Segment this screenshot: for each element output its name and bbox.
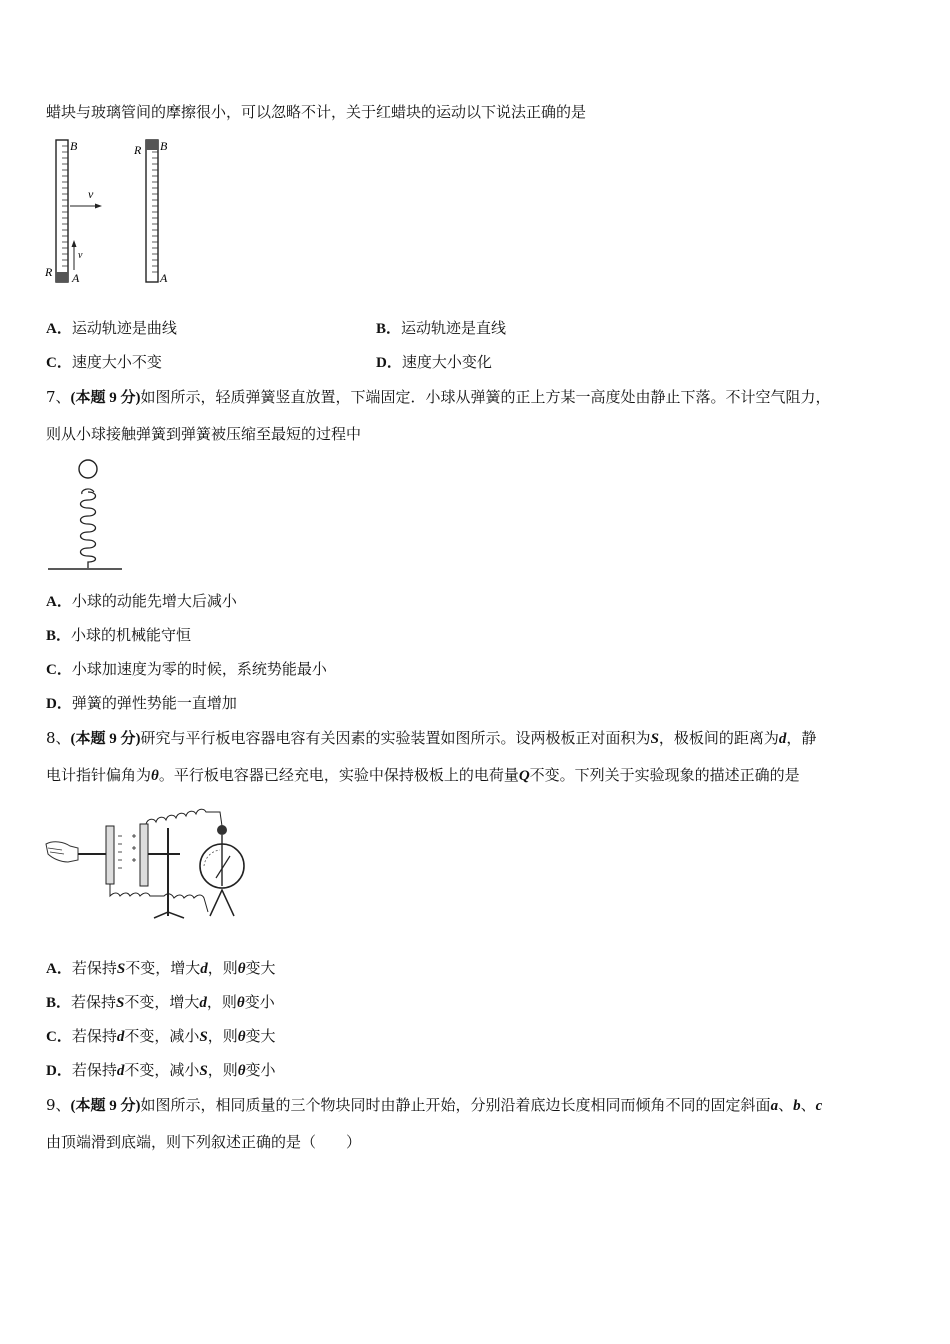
spring-coil <box>81 492 96 568</box>
tube-left-ticks <box>62 146 68 266</box>
option-var: S <box>116 961 126 977</box>
option-text: 不变，减小 <box>124 1027 200 1045</box>
option-text: 速度大小变化 <box>401 353 492 371</box>
tube-diagram <box>44 136 184 288</box>
option-text: 若保持 <box>71 1027 117 1045</box>
arrow-right-head <box>95 204 102 209</box>
option-text: 若保持 <box>71 993 117 1011</box>
option-text: ，则 <box>206 993 237 1011</box>
option-text: 不变，增大 <box>124 993 200 1011</box>
option-text: ，则 <box>207 1061 238 1079</box>
q8-stem-line2 <box>46 765 800 786</box>
wire-bottom <box>110 884 208 912</box>
option-label: A． <box>46 961 72 977</box>
option-var: θ <box>237 1029 246 1045</box>
label-v-up: v <box>78 250 83 261</box>
option-var: d <box>200 961 208 977</box>
option-text: 弹簧的弹性势能一直增加 <box>71 694 237 712</box>
option-label: C． <box>46 355 72 371</box>
q7-option-d <box>46 693 237 714</box>
option-text: 小球的动能先增大后减小 <box>71 592 237 610</box>
question-number: 7、 <box>46 388 71 406</box>
tube-left <box>56 140 68 282</box>
var-d: d <box>778 731 787 747</box>
stem-text: 、 <box>800 1096 816 1114</box>
q6-option-b <box>376 318 506 339</box>
q8-option-b <box>46 992 275 1013</box>
label-A-left: A <box>72 271 80 285</box>
option-label: B． <box>46 628 72 644</box>
tube-right <box>146 140 158 282</box>
q7-stem-line2: 则从小球接触弹簧到弹簧被压缩至最短的过程中 <box>46 425 362 443</box>
wax-block-right <box>146 140 158 150</box>
stem-text: 电计指针偏角为 <box>46 766 152 784</box>
var-Q: Q <box>518 768 530 784</box>
option-var: d <box>199 995 207 1011</box>
option-text: 变小 <box>245 1061 276 1079</box>
option-var: d <box>116 1063 125 1079</box>
stem-text: ，极板间的距离为 <box>658 729 779 747</box>
spring-top <box>82 489 94 494</box>
option-var: S <box>199 1029 208 1045</box>
option-label: C． <box>46 662 72 678</box>
q9-stem-line1 <box>46 1095 822 1116</box>
option-var: S <box>199 1063 208 1079</box>
stem-text: 、 <box>778 1096 794 1114</box>
question-score: (本题 9 分) <box>70 390 141 406</box>
question-number: 9、 <box>46 1096 71 1114</box>
question-text: 如图所示，轻质弹簧竖直放置，下端固定．小球从弹簧的正上方某一高度处由静止下落。不计空气阻力， <box>140 388 831 406</box>
ball <box>79 460 97 478</box>
electrometer-scale <box>204 850 220 866</box>
option-var: θ <box>237 961 246 977</box>
charge-marks-left <box>118 836 122 868</box>
option-text: 小球的机械能守恒 <box>71 626 192 644</box>
label-A-right: A <box>160 271 168 285</box>
option-text: 不变，减小 <box>124 1061 200 1079</box>
wax-block-left <box>56 272 68 282</box>
wire-top <box>146 809 222 826</box>
charge-marks-right <box>132 834 136 862</box>
q8-stem-line1 <box>46 728 816 749</box>
electrometer-knob <box>217 825 227 835</box>
q7-spring-figure <box>46 456 126 574</box>
q9-stem-line2: 由顶端滑到底端，则下列叙述正确的是（ ） <box>46 1133 362 1151</box>
q7-stem-line1 <box>46 387 831 408</box>
label-R-left: R <box>45 265 53 279</box>
question-score: (本题 9 分) <box>70 731 141 747</box>
stem-text: 。平行板电容器已经充电，实验中保持极板上的电荷量 <box>158 766 519 784</box>
q8-capacitor-figure <box>44 800 264 930</box>
q7-option-b <box>46 625 191 646</box>
q8-option-a <box>46 958 276 979</box>
label-R-right: R <box>134 143 142 157</box>
option-var: S <box>116 995 125 1011</box>
q6-option-d <box>376 352 492 373</box>
question-number: 8、 <box>46 729 71 747</box>
option-label: A． <box>46 594 72 610</box>
var-a: a <box>770 1098 779 1114</box>
stem-text: 不变。下列关于实验现象的描述正确的是 <box>529 766 800 784</box>
q6-option-a <box>46 318 177 339</box>
spring-diagram <box>46 456 126 574</box>
left-plate <box>106 826 114 884</box>
var-c: c <box>815 1098 823 1114</box>
option-label: D． <box>46 1063 72 1079</box>
electrometer-base <box>210 890 234 916</box>
option-label: D． <box>46 696 72 712</box>
option-label: B． <box>376 321 402 337</box>
q7-option-a <box>46 591 237 612</box>
electrometer-needle <box>216 856 230 878</box>
label-B-left: B <box>70 139 78 153</box>
option-text: 变小 <box>244 993 275 1011</box>
option-text: ，则 <box>207 1027 238 1045</box>
q7-option-c <box>46 659 327 680</box>
right-plate <box>140 824 148 886</box>
option-text: ，则 <box>207 959 238 977</box>
option-var: d <box>116 1029 125 1045</box>
option-text: 运动轨迹是直线 <box>401 319 507 337</box>
q8-option-c <box>46 1026 276 1047</box>
label-B-right: B <box>160 139 168 153</box>
option-var: θ <box>237 1063 246 1079</box>
stem-text: ，静 <box>786 729 817 747</box>
var-theta: θ <box>151 768 159 784</box>
option-var: θ <box>236 995 245 1011</box>
option-label: B． <box>46 995 72 1011</box>
tube-right-ticks <box>152 146 158 272</box>
option-text: 变大 <box>245 1027 276 1045</box>
stem-text: 研究与平行板电容器电容有关因素的实验装置如图所示。设两极板正对面积为 <box>140 729 651 747</box>
q8-option-d <box>46 1060 276 1081</box>
var-b: b <box>793 1098 801 1114</box>
arrow-up-head <box>72 240 77 247</box>
question-score: (本题 9 分) <box>70 1098 141 1114</box>
option-label: A． <box>46 321 72 337</box>
option-text: 小球加速度为零的时候，系统势能最小 <box>71 660 327 678</box>
option-label: C． <box>46 1029 72 1045</box>
option-text: 不变，增大 <box>125 959 201 977</box>
option-text: 变大 <box>245 959 276 977</box>
hand-fingers <box>48 848 64 854</box>
option-label: D． <box>376 355 402 371</box>
stem-text: 如图所示，相同质量的三个物块同时由静止开始，分别沿着底边长度相同而倾角不同的固定斜面 <box>140 1096 771 1114</box>
option-text: 速度大小不变 <box>71 353 162 371</box>
var-S: S <box>650 731 659 747</box>
capacitor-electrometer-diagram <box>44 800 264 930</box>
option-text: 运动轨迹是曲线 <box>71 319 177 337</box>
q6-stem: 蜡块与玻璃管间的摩擦很小，可以忽略不计，关于红蜡块的运动以下说法正确的是 <box>46 103 587 121</box>
option-text: 若保持 <box>71 959 117 977</box>
option-text: 若保持 <box>71 1061 117 1079</box>
q6-tube-figure <box>44 136 184 288</box>
q6-option-c <box>46 352 162 373</box>
label-v-right: v <box>88 187 94 201</box>
